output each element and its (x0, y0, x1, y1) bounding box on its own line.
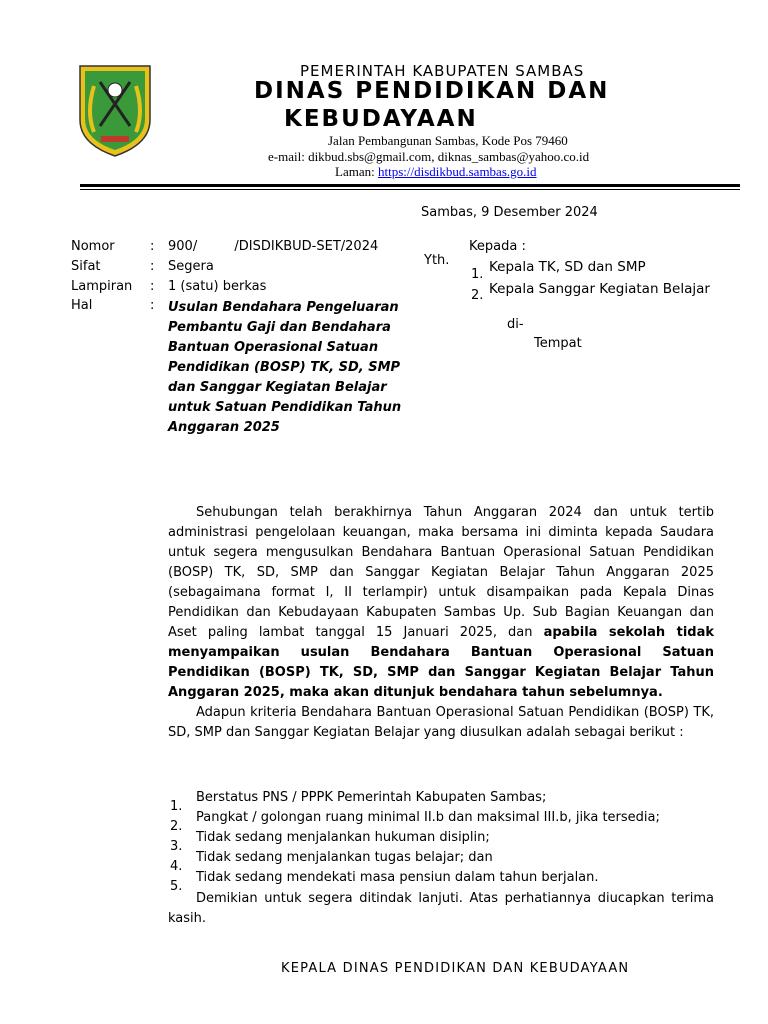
government-name: PEMERINTAH KABUPATEN SAMBAS (300, 62, 585, 80)
criteria-item (168, 850, 714, 874)
signature-title: KEPALA DINAS PENDIDIKAN DAN KEBUDAYAAN (281, 961, 630, 976)
meta-colon: : (150, 298, 155, 313)
criteria-text: Tidak sedang menjalankan tugas belajar; dan (196, 850, 493, 865)
criteria-item (168, 810, 714, 834)
meta-value-sifat: Segera (168, 259, 214, 274)
letter-date: Sambas, 9 Desember 2024 (421, 205, 598, 220)
criteria-text: Tidak sedang mendekati masa pensiun dalam tahun berjalan. (196, 870, 599, 885)
agency-address: Jalan Pembangunan Sambas, Kode Pos 79460 (328, 133, 568, 148)
criteria-number: 3. (170, 839, 183, 854)
agency-website (335, 164, 537, 180)
criteria-text: Tidak sedang menjalankan hukuman disiplin; (196, 830, 490, 845)
meta-value-nomor: 900/ /DISDIKBUD-SET/2024 (168, 239, 379, 254)
recipient-item-number: 1. (471, 267, 484, 282)
body-paragraph-2: Adapun kriteria Bendahara Bantuan Operasional Satuan Pendidikan (BOSP) TK, SD, SMP dan Sanggar Kegiatan Belajar yang diusulkan adalah sebagai berikut : (168, 705, 714, 740)
criteria-item (168, 870, 714, 894)
criteria-number: 2. (170, 819, 183, 834)
recipient-di: di- (507, 317, 524, 332)
recipient-tempat: Tempat (534, 336, 582, 351)
agency-name-line1: DINAS PENDIDIKAN DAN (254, 78, 610, 104)
letter-body (168, 503, 714, 743)
meta-label-lampiran: Lampiran (71, 279, 133, 294)
letterhead-rule-thick (80, 184, 740, 187)
meta-colon: : (150, 259, 155, 274)
meta-value-hal: Usulan Bendahara Pengeluaran Pembantu Gaji dan Bendahara Bantuan Operasional Satuan Pendidikan (BOSP) TK, SD, SMP dan Sanggar Kegiatan Belajar untuk Satuan Pendidikan Tahun Anggaran 2025 (168, 300, 402, 435)
criteria-item (168, 790, 714, 814)
criteria-number: 1. (170, 799, 183, 814)
criteria-item (168, 830, 714, 854)
closing-paragraph: Demikian untuk segera ditindak lanjuti. Atas perhatiannya diucapkan terima kasih. (168, 891, 714, 926)
agency-email: e-mail: dikbud.sbs@gmail.com, diknas_sambas@yahoo.co.id (268, 149, 590, 164)
recipient-item-number: 2. (471, 288, 484, 303)
recipient-item: Kepala TK, SD dan SMP (489, 259, 646, 275)
body-p1-normal: Sehubungan telah berakhirnya Tahun Anggaran 2024 dan untuk tertib administrasi pengelolaan keuangan, maka bersama ini diminta kepada Saudara untuk segera mengusulkan Bendahara Bantuan Operasional Satuan Pendidikan (BOSP) TK, SD, SMP dan Sanggar Kegiatan Belajar Tahun Anggaran 2025 (sebagaimana format I, II terlampir) untuk disampaikan pada Kepala Dinas Pendidikan dan Kebudayaan Kabupaten Sambas Up. Sub Bagian Keuangan dan Aset paling lambat tanggal 15 Januari 2025, dan (168, 505, 714, 640)
body-paragraph-1 (168, 503, 714, 703)
agency-name-line2: KEBUDAYAAN (284, 106, 478, 132)
recipient-kepada: Kepada : (469, 239, 526, 254)
recipient-yth: Yth. (424, 253, 450, 268)
recipient-item: Kepala Sanggar Kegiatan Belajar (489, 281, 710, 297)
meta-colon: : (150, 279, 155, 294)
regency-emblem-logo (74, 62, 156, 158)
website-label: Laman: (335, 164, 375, 179)
criteria-text: Pangkat / golongan ruang minimal II.b dan maksimal III.b, jika tersedia; (196, 810, 660, 825)
meta-value-lampiran: 1 (satu) berkas (168, 279, 267, 294)
letterhead-rule-thin (80, 189, 740, 190)
criteria-number: 4. (170, 859, 183, 874)
website-link[interactable]: https://disdikbud.sambas.go.id (377, 164, 537, 179)
meta-label-sifat: Sifat (71, 259, 101, 274)
meta-colon: : (150, 239, 155, 254)
criteria-text: Berstatus PNS / PPPK Pemerintah Kabupaten Sambas; (196, 790, 547, 805)
meta-label-nomor: Nomor (71, 239, 115, 254)
criteria-number: 5. (170, 879, 183, 894)
body-p1-bold: apabila sekolah tidak menyampaikan usulan Bendahara Bantuan Operasional Satuan Pendidikan (BOSP) TK, SD, SMP dan Sanggar Kegiatan Belajar Tahun Anggaran 2025, maka akan ditunjuk bendahara tahun sebelumnya. (168, 625, 714, 700)
meta-label-hal: Hal (71, 298, 93, 313)
